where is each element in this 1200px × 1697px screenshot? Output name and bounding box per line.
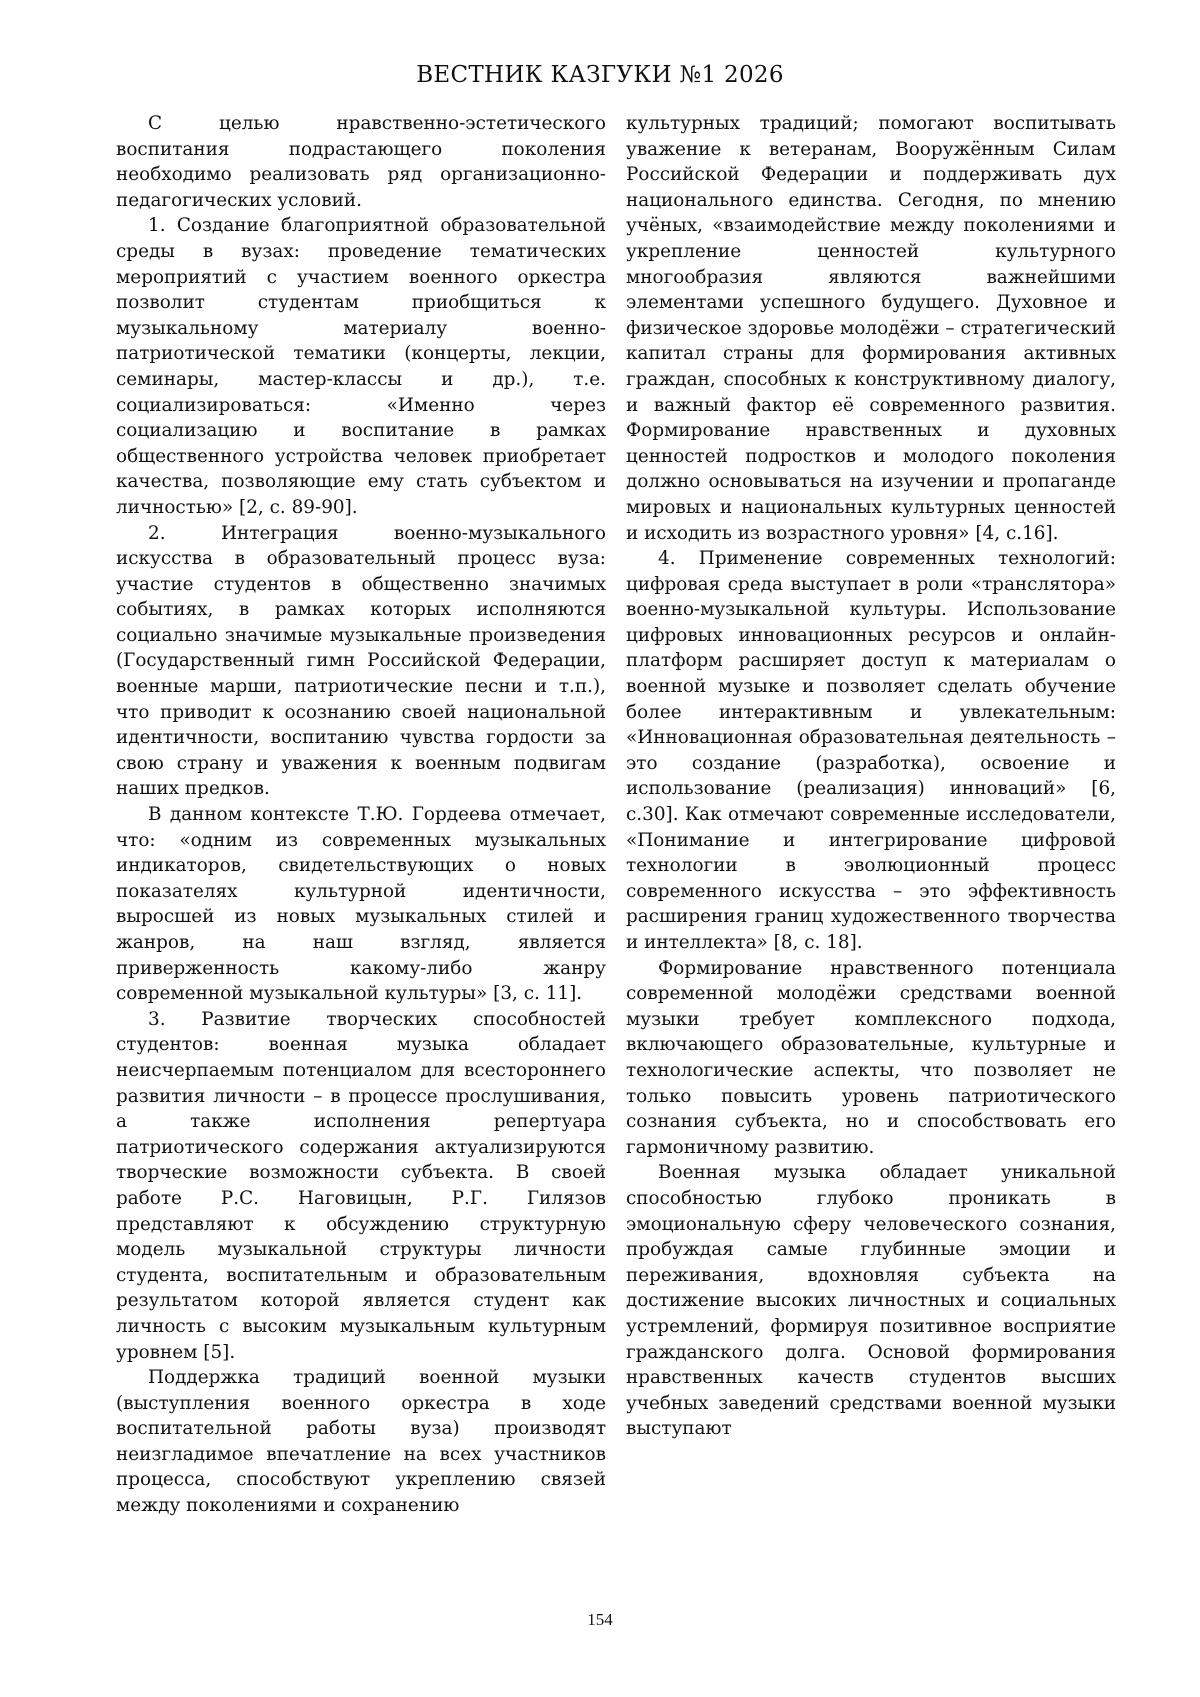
paragraph-traditions-support: Поддержка традиций военной музыки (выступления военного оркестра в ходе воспитательной работы вуза) производят неизгладимое впечатление на всех участников процесса, способствуют укреплению связей между поколениями и сохранению (116, 1367, 606, 1517)
paragraph-condition-1: 1. Создание благоприятной образовательной среды в вузах: проведение тематических мероприятий с участием военного оркестра позволит студентам приобщиться к музыкальному материалу военно-патриотической тематики (концерты, лекции, семинары, мастер-классы и др.), т.е. социализироваться: «Именно через социализацию и воспитание в рамках общественного устройства человек приобретает качества, позволяющие ему стать субъектом и личностью» [2, с. 89-90]. (116, 215, 606, 518)
paragraph-condition-3: 3. Развитие творческих способностей студентов: военная музыка обладает неисчерпаемым потенциалом для всестороннего развития личности – в процессе прослушивания, а также исполнения репертуара патриотического содержания актуализируются творческие возможности субъекта. В своей работе Р.С. Наговицын, Р.Г. Гилязов представляют к обсуждению структурную модель музыкальной структуры личности студента, воспитательным и образовательным результатом которой является студент как личность с высоким музыкальным культурным уровнем [5]. (116, 1008, 606, 1363)
paragraph-condition-4: 4. Применение современных технологий: цифровая среда выступает в роли «транслятора» военно-музыкальной культуры. Использование цифровых инновационных ресурсов и онлайн-платформ расширяет доступ к материалам о военной музыке и позволяет сделать обучение более интерактивным и увлекательным: «Инновационная образовательная деятельность – это создание (разработка), освоение и использование (реализация) инноваций» [6, с.30]. Как отмечают современные исследователи, «Понимание и интегрирование цифровой технологии в эволюционный процесс современного искусства – это эффективность расширения границ художественного творчества и интеллекта» [8, с. 18]. (626, 548, 1116, 953)
right-text-column (626, 111, 1116, 1442)
paragraph-condition-2: 2. Интеграция военно-музыкального искусства в образовательный процесс вуза: участие студентов в общественно значимых событиях, в рамках которых исполняются социально значимые музыкальные произведения (Государственный гимн Российской Федерации, военные марши, патриотические песни и т.п.), что приводит к осознанию своей национальной идентичности, воспитанию чувства гордости за свою страну и уважения к военным подвигам наших предков. (116, 522, 606, 800)
page-number: 154 (587, 1610, 613, 1629)
running-header: ВЕСТНИК КАЗГУКИ №1 2026 (416, 62, 784, 88)
paragraph-military-music: Военная музыка обладает уникальной способностью глубоко проникать в эмоциональную сферу человеческого сознания, пробуждая самые глубинные эмоции и переживания, вдохновляя субъекта на достижение высоких личностных и социальных устремлений, формируя позитивное восприятие гражданского долга. Основой формирования нравственных качеств студентов высших учебных заведений средствами военной музыки выступают (626, 1162, 1116, 1440)
left-text-column (116, 111, 606, 1519)
paragraph-gordeeva-quote: В данном контексте Т.Ю. Гордеева отмечает, что: «одним из современных музыкальных индикаторов, свидетельствующих о новых показателях культурной идентичности, выросшей из новых музыкальных стилей и жанров, на наш взгляд, является приверженность какому-либо жанру современной музыкальной культуры» [3, с. 11]. (116, 804, 606, 1005)
paragraph-continuation: культурных традиций; помогают воспитывать уважение к ветеранам, Вооружённым Силам Российской Федерации и поддерживать дух национального единства. Сегодня, по мнению учёных, «взаимодействие между поколениями и укрепление ценностей культурного многообразия являются важнейшими элементами успешного будущего. Духовное и физическое здоровье молодёжи – стратегический капитал страны для формирования активных граждан, способных к конструктивному диалогу, и важный фактор её современного развития. Формирование нравственных и духовных ценностей подростков и молодого поколения должно основываться на изучении и пропаганде мировых и национальных культурных ценностей и исходить из возрастного уровня» [4, с.16]. (626, 113, 1116, 544)
paragraph-moral-potential: Формирование нравственного потенциала современной молодёжи средствами военной музыки требует комплексного подхода, включающего образовательные, культурные и технологические аспекты, что позволяет не только повысить уровень патриотического сознания субъекта, но и способствовать его гармоничному развитию. (626, 957, 1116, 1158)
paragraph-intro: С целью нравственно-эстетического воспитания подрастающего поколения необходимо реализовать ряд организационно-педагогических условий. (116, 113, 606, 211)
